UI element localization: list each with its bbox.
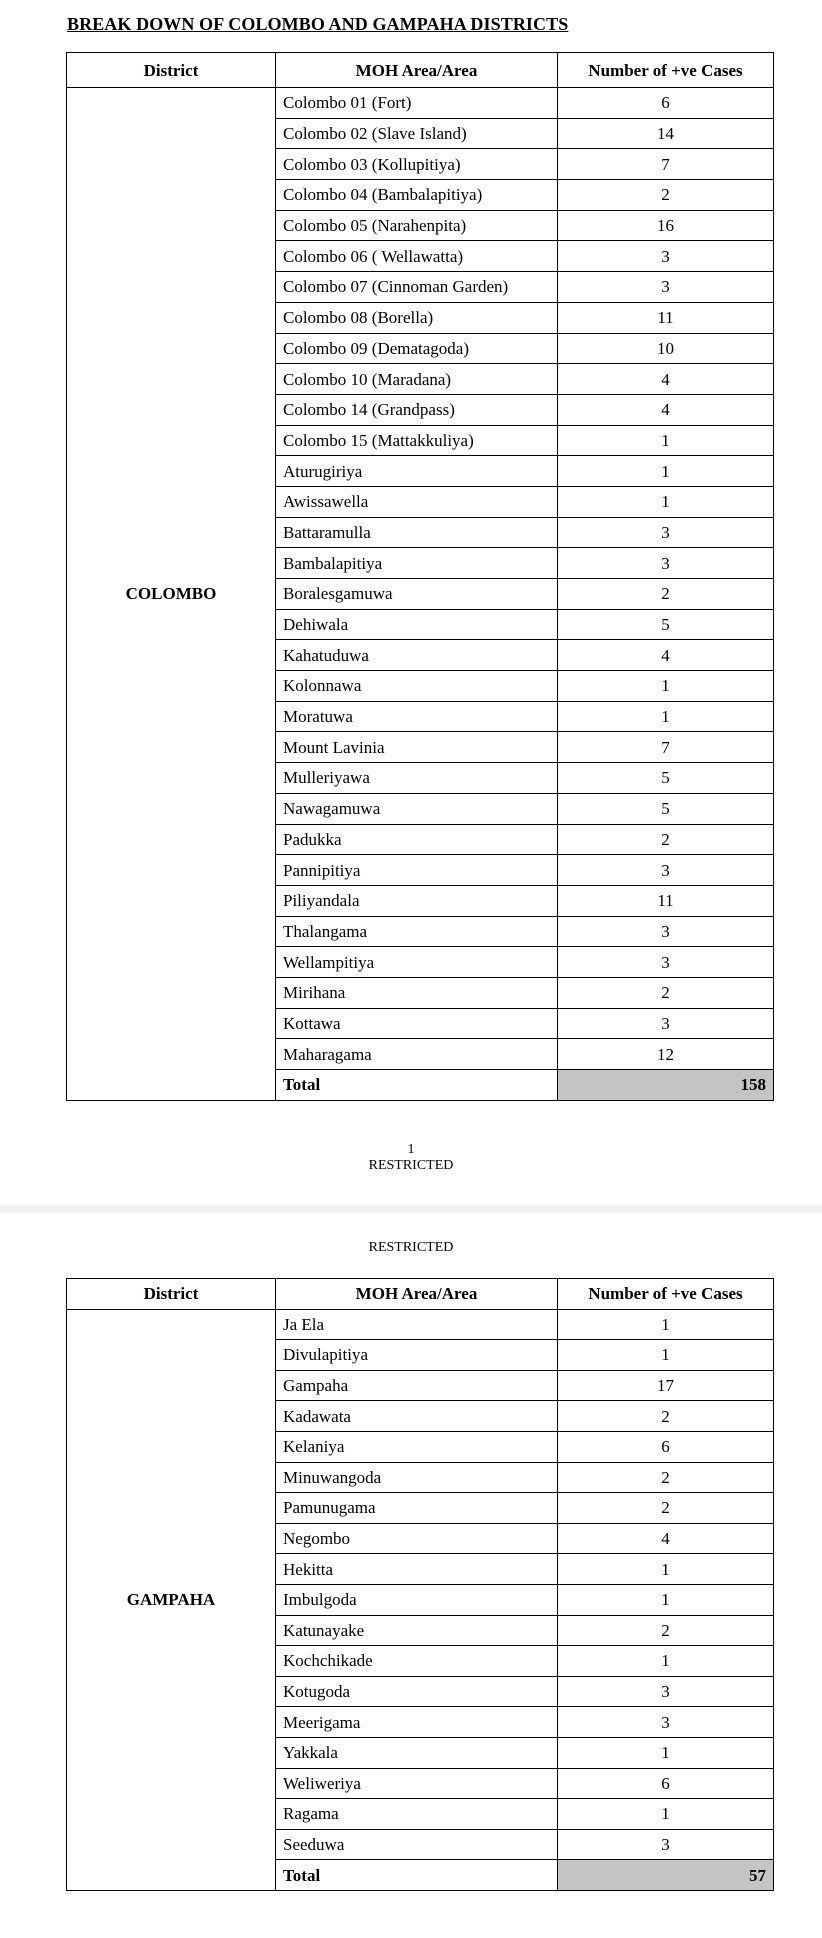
case-count-cell: 10 [558,333,774,364]
moh-area-cell: Kadawata [276,1401,558,1432]
gampaha-cases-table [66,1278,774,1891]
case-count-cell: 3 [558,548,774,579]
case-count-cell: 3 [558,517,774,548]
moh-area-cell: Mirihana [276,977,558,1008]
table-header-row [67,53,774,88]
moh-area-cell: Kahatuduwa [276,640,558,671]
case-count-cell: 1 [558,1646,774,1677]
case-count-cell: 17 [558,1370,774,1401]
district-column-header: District [67,53,276,88]
case-count-cell: 1 [558,456,774,487]
case-count-cell: 1 [558,1309,774,1340]
moh-area-cell: Kolonnawa [276,671,558,702]
moh-area-cell: Dehiwala [276,609,558,640]
total-value: 158 [558,1070,774,1101]
case-count-cell: 4 [558,1523,774,1554]
moh-area-cell: Wellampitiya [276,947,558,978]
moh-area-cell: Weliweriya [276,1768,558,1799]
moh-area-cell: Colombo 15 (Mattakkuliya) [276,425,558,456]
case-count-cell: 3 [558,855,774,886]
moh-area-cell: Awissawella [276,486,558,517]
district-name-cell: COLOMBO [67,88,276,1101]
moh-area-column-header: MOH Area/Area [276,1279,558,1310]
moh-area-cell: Kelaniya [276,1431,558,1462]
moh-area-cell: Kotugoda [276,1676,558,1707]
case-count-cell: 4 [558,394,774,425]
table-row [67,88,774,119]
case-count-cell: 7 [558,149,774,180]
case-count-cell: 1 [558,701,774,732]
moh-area-cell: Nawagamuwa [276,793,558,824]
case-count-cell: 2 [558,1401,774,1432]
case-count-cell: 3 [558,272,774,303]
moh-area-cell: Kochchikade [276,1646,558,1677]
moh-area-cell: Colombo 05 (Narahenpita) [276,210,558,241]
case-count-cell: 2 [558,180,774,211]
moh-area-cell: Divulapitiya [276,1340,558,1371]
gampaha-table-body [67,1309,774,1890]
case-count-cell: 6 [558,1768,774,1799]
page-number: 1 [407,1142,415,1157]
total-value: 57 [558,1860,774,1891]
case-count-cell: 6 [558,1431,774,1462]
header-classification: RESTRICTED [368,1240,454,1255]
case-count-cell: 1 [558,671,774,702]
moh-area-cell: Colombo 02 (Slave Island) [276,118,558,149]
moh-area-cell: Piliyandala [276,885,558,916]
moh-area-cell: Colombo 03 (Kollupitiya) [276,149,558,180]
total-label: Total [276,1860,558,1891]
document-title: BREAK DOWN OF COLOMBO AND GAMPAHA DISTRICTS [67,14,569,34]
case-count-cell: 7 [558,732,774,763]
case-count-cell: 5 [558,609,774,640]
moh-area-cell: Battaramulla [276,517,558,548]
moh-area-cell: Pannipitiya [276,855,558,886]
moh-area-cell: Mulleriyawa [276,763,558,794]
case-count-cell: 4 [558,364,774,395]
cases-column-header: Number of +ve Cases [558,1279,774,1310]
case-count-cell: 11 [558,885,774,916]
table-row [67,1309,774,1340]
moh-area-cell: Ragama [276,1799,558,1830]
moh-area-cell: Colombo 14 (Grandpass) [276,394,558,425]
case-count-cell: 2 [558,1493,774,1524]
case-count-cell: 2 [558,1615,774,1646]
case-count-cell: 1 [558,1799,774,1830]
moh-area-cell: Moratuwa [276,701,558,732]
case-count-cell: 3 [558,916,774,947]
case-count-cell: 14 [558,118,774,149]
case-count-cell: 4 [558,640,774,671]
case-count-cell: 2 [558,977,774,1008]
moh-area-cell: Katunayake [276,1615,558,1646]
moh-area-cell: Colombo 01 (Fort) [276,88,558,119]
moh-area-cell: Hekitta [276,1554,558,1585]
moh-area-cell: Mount Lavinia [276,732,558,763]
moh-area-cell: Colombo 07 (Cinnoman Garden) [276,272,558,303]
district-column-header: District [67,1279,276,1310]
page-separator [0,1205,822,1213]
case-count-cell: 1 [558,425,774,456]
moh-area-cell: Bambalapitiya [276,548,558,579]
case-count-cell: 5 [558,793,774,824]
case-count-cell: 1 [558,1340,774,1371]
case-count-cell: 2 [558,1462,774,1493]
moh-area-cell: Thalangama [276,916,558,947]
moh-area-cell: Maharagama [276,1039,558,1070]
moh-area-cell: Pamunugama [276,1493,558,1524]
case-count-cell: 2 [558,824,774,855]
moh-area-cell: Kottawa [276,1008,558,1039]
colombo-cases-table [66,52,774,1101]
moh-area-cell: Colombo 08 (Borella) [276,302,558,333]
moh-area-column-header: MOH Area/Area [276,53,558,88]
moh-area-cell: Colombo 09 (Dematagoda) [276,333,558,364]
cases-column-header: Number of +ve Cases [558,53,774,88]
moh-area-cell: Gampaha [276,1370,558,1401]
moh-area-cell: Imbulgoda [276,1584,558,1615]
moh-area-cell: Colombo 06 ( Wellawatta) [276,241,558,272]
moh-area-cell: Boralesgamuwa [276,579,558,610]
moh-area-cell: Aturugiriya [276,456,558,487]
moh-area-cell: Negombo [276,1523,558,1554]
case-count-cell: 3 [558,241,774,272]
moh-area-cell: Seeduwa [276,1829,558,1860]
district-name-cell: GAMPAHA [67,1309,276,1890]
case-count-cell: 11 [558,302,774,333]
case-count-cell: 3 [558,1707,774,1738]
case-count-cell: 5 [558,763,774,794]
case-count-cell: 12 [558,1039,774,1070]
case-count-cell: 2 [558,579,774,610]
case-count-cell: 6 [558,88,774,119]
footer-classification: RESTRICTED [368,1158,454,1173]
case-count-cell: 3 [558,1829,774,1860]
case-count-cell: 1 [558,486,774,517]
page-2 [0,1213,822,1938]
moh-area-cell: Ja Ela [276,1309,558,1340]
case-count-cell: 1 [558,1584,774,1615]
case-count-cell: 16 [558,210,774,241]
table-header-row [67,1279,774,1310]
total-label: Total [276,1070,558,1101]
moh-area-cell: Minuwangoda [276,1462,558,1493]
moh-area-cell: Colombo 10 (Maradana) [276,364,558,395]
case-count-cell: 3 [558,1676,774,1707]
case-count-cell: 3 [558,1008,774,1039]
moh-area-cell: Meerigama [276,1707,558,1738]
case-count-cell: 1 [558,1737,774,1768]
moh-area-cell: Yakkala [276,1737,558,1768]
colombo-table-body [67,88,774,1101]
moh-area-cell: Padukka [276,824,558,855]
case-count-cell: 1 [558,1554,774,1585]
case-count-cell: 3 [558,947,774,978]
moh-area-cell: Colombo 04 (Bambalapitiya) [276,180,558,211]
